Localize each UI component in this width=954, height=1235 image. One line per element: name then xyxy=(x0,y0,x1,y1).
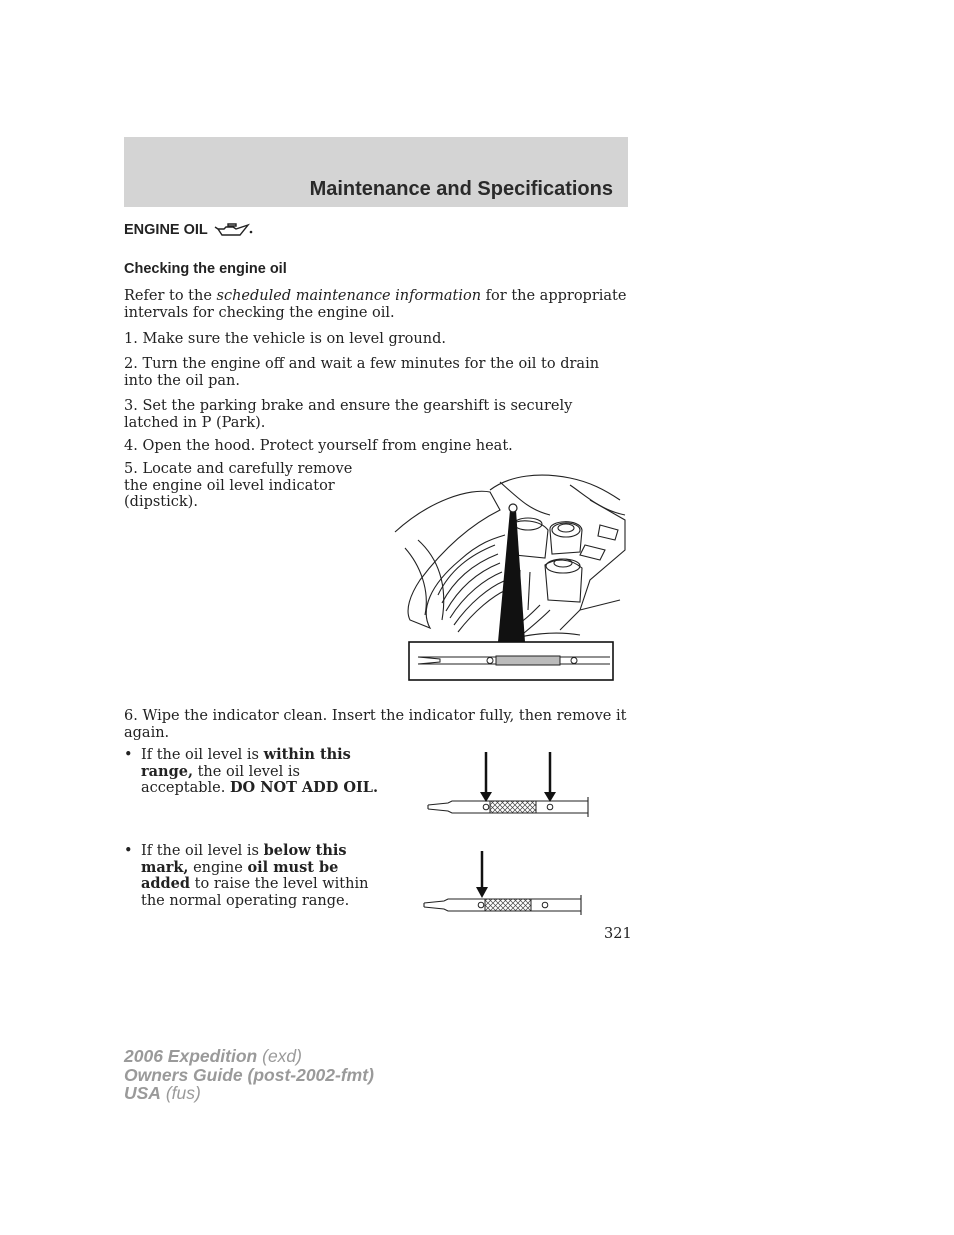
bullet-below-mark xyxy=(124,843,384,909)
header-band xyxy=(124,137,628,207)
dipstick-below-mark-illustration xyxy=(418,848,598,918)
footer-line-1: 2006 Expedition (exd) xyxy=(124,1046,302,1066)
sub-heading: Checking the engine oil xyxy=(124,261,287,277)
page-number: 321 xyxy=(604,926,632,942)
document-footer xyxy=(124,1047,374,1103)
footer-line-2: Owners Guide (post-2002-fmt) xyxy=(124,1064,374,1085)
intro-text-end: for the appropriate intervals for checking the engine oil. xyxy=(124,288,627,321)
intro-text: Refer to the xyxy=(124,288,217,304)
bullet-text: If the oil level is within this range, the oil level is acceptable. DO NOT ADD OIL. xyxy=(141,746,379,796)
footer-line-3: USA (fus) xyxy=(124,1083,201,1103)
step-6: 6. Wipe the indicator clean. Insert the indicator fully, then remove it again. xyxy=(124,708,627,741)
step-3: 3. Set the parking brake and ensure the gearshift is securely latched in P (Park). xyxy=(124,398,573,431)
section-heading xyxy=(124,221,254,239)
dipstick-acceptable-range-illustration xyxy=(420,750,600,825)
step-4: 4. Open the hood. Protect yourself from engine heat. xyxy=(124,438,513,454)
intro-reference: scheduled maintenance information xyxy=(216,288,482,304)
bullet-within-range xyxy=(124,747,384,797)
bullet-text: If the oil level is below this mark, engine oil must be added to raise the level within the normal operating range. xyxy=(141,842,369,909)
step-2: 2. Turn the engine off and wait a few minutes for the oil to drain into the oil pan. xyxy=(124,356,600,389)
step-1: 1. Make sure the vehicle is on level ground. xyxy=(124,331,446,347)
section-heading-text: ENGINE OIL xyxy=(124,222,208,238)
page-title: Maintenance and Specifications xyxy=(309,178,613,200)
engine-compartment-illustration xyxy=(390,470,630,685)
bullet-dot: • xyxy=(124,747,133,763)
step-5: 5. Locate and carefully remove the engine oil level indicator (dipstick). xyxy=(124,461,353,510)
bullet-dot: • xyxy=(124,843,133,859)
intro-paragraph xyxy=(124,288,630,321)
oil-can-icon xyxy=(214,221,254,239)
